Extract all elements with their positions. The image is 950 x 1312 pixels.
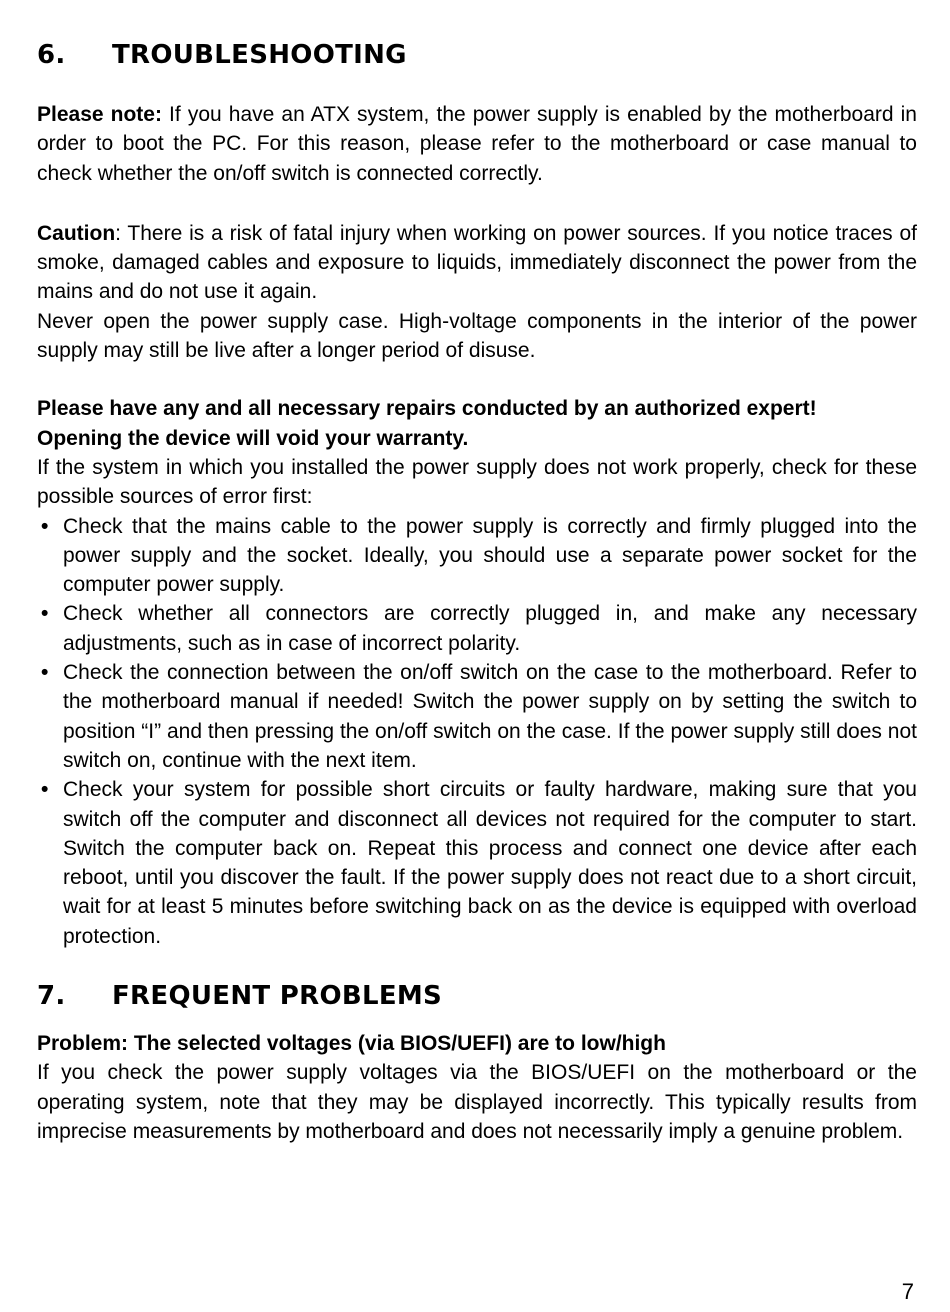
troubleshooting-intro: If the system in which you installed the power supply does not work properly, check for these possible sources of error first: bbox=[37, 455, 917, 509]
list-item: • Check the connection between the on/off switch on the case to the motherboard. Refer to the motherboard manual if needed! Switch the power supply on by setting the switch to position “I” and then pressing the on/off switch on the case. If the power supply still does not switch on, continue with the next item. bbox=[37, 658, 917, 775]
list-item: • Check whether all connectors are correctly plugged in, and make any necessary adjustments, such as in case of incorrect polarity. bbox=[37, 599, 917, 658]
section-6-heading bbox=[37, 40, 917, 70]
bullet-icon: • bbox=[41, 514, 49, 538]
bullet-icon: • bbox=[41, 602, 49, 626]
please-note-label: Please note: bbox=[37, 103, 162, 126]
section-7-heading bbox=[37, 981, 917, 1011]
section-7-number: 7. bbox=[37, 981, 66, 1012]
please-note-paragraph bbox=[37, 100, 917, 188]
troubleshooting-list bbox=[37, 512, 917, 951]
caution-label: Caution bbox=[37, 221, 116, 245]
problem-description: If you check the power supply voltages via the BIOS/UEFI on the motherboard or the operating system, note that they may be displayed incorrectly. This typically results from imprecise measurements by motherboard and does not necessarily imply a genuine problem. bbox=[37, 1061, 917, 1143]
repair-warning: Please have any and all necessary repairs conducted by an authorized expert! bbox=[37, 397, 817, 421]
page-number: 7 bbox=[901, 1279, 914, 1304]
caution-paragraph-2: Never open the power supply case. High-voltage components in the interior of the power supply may still be live after a longer period of disuse. bbox=[37, 309, 917, 363]
problem-title: Problem: The selected voltages (via BIOS/UEFI) are to low/high bbox=[37, 1032, 666, 1056]
section-7-title: FREQUENT PROBLEMS bbox=[112, 981, 443, 1012]
caution-text: : There is a risk of fatal injury when working on power sources. If you notice traces of smoke, damaged cables and exposure to liquids, immediately disconnect the power from the mains and do not use it again. bbox=[37, 221, 917, 304]
list-item: • Check that the mains cable to the power supply is correctly and firmly plugged into the power supply and the socket. Ideally, you should use a separate power socket for the computer power supply. bbox=[37, 512, 917, 600]
bullet-icon: • bbox=[41, 661, 49, 685]
warranty-warning: Opening the device will void your warranty. bbox=[37, 426, 469, 450]
section-6-number: 6. bbox=[37, 40, 66, 70]
please-note-text: If you have an ATX system, the power supply is enabled by the motherboard in order to boot the PC. For this reason, please refer to the motherboard or case manual to check whether the on/off switch is connected correctly. bbox=[37, 103, 917, 185]
manual-page bbox=[37, 40, 917, 1146]
bullet-icon: • bbox=[41, 778, 49, 802]
section-6-title: TROUBLESHOOTING bbox=[112, 40, 407, 70]
list-item: • Check your system for possible short circuits or faulty hardware, making sure that you switch off the computer and disconnect all devices not required for the computer to start. Switch the computer back on. Repeat this process and connect one device after each reboot, until you discover the fault. If the power supply does not react due to a short circuit, wait for at least 5 minutes before switching back on as the device is equipped with overload protection. bbox=[37, 775, 917, 951]
caution-paragraph bbox=[37, 219, 917, 307]
